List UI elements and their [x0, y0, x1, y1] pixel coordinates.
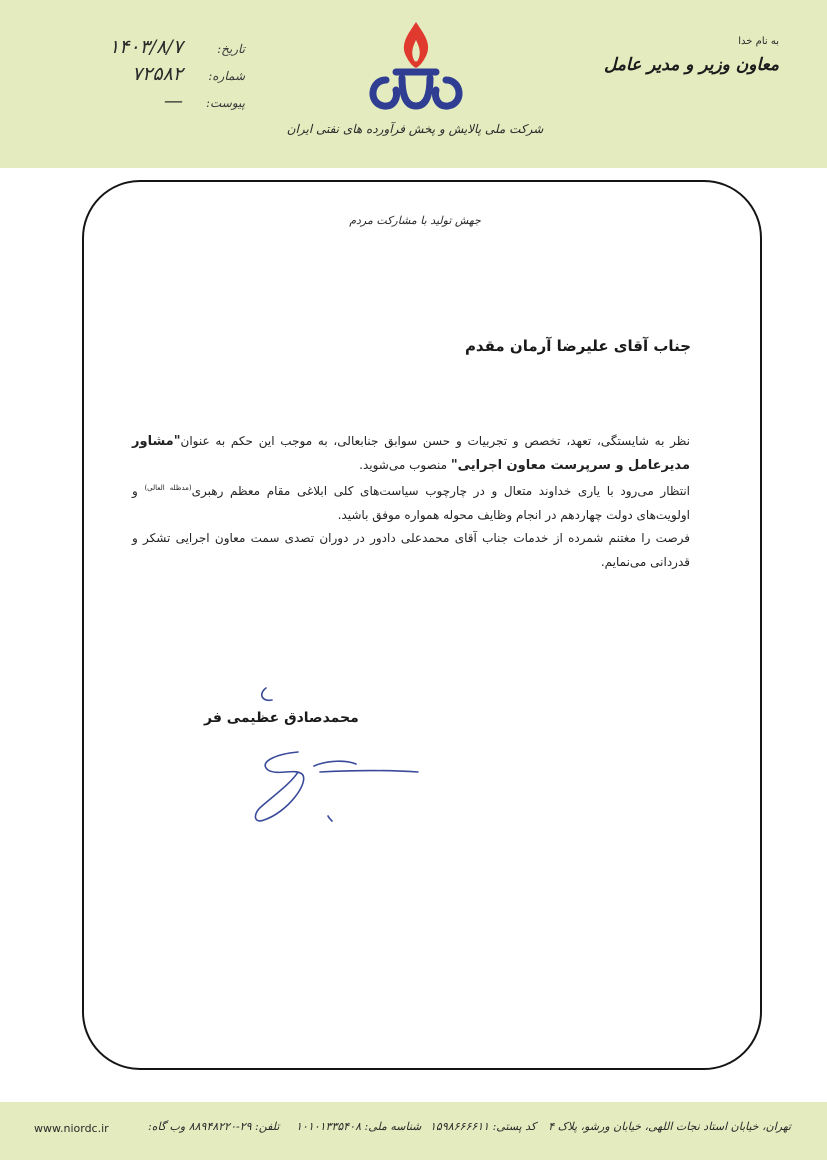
footer-address: تهران، خیابان استاد نجات اللهی، خیابان ورشو، پلاک ۴ — [548, 1120, 791, 1133]
attachment-value: — — [164, 90, 183, 112]
appointment-end: منصوب می‌شوید. — [359, 457, 451, 472]
paragraph-thanks: فرصت را مغتنم شمرده از خدمات جناب آقای محمدعلی دادور در دوران تصدی سمت معاون اجرایی تشکر و قدردانی می‌نمایم. — [132, 531, 690, 569]
company-name: شرکت ملی پالایش و پخش فرآورده های نفتی ایران — [286, 122, 544, 136]
footer-postal-code: کد پستی: ۱۵۹۸۶۶۶۶۱۱ — [430, 1120, 537, 1133]
deputy-title: معاون وزیر و مدیر عامل — [603, 55, 779, 75]
signer-name: محمدصادق عظیمی فر — [204, 710, 359, 726]
header-right — [539, 36, 779, 75]
signature-icon — [228, 680, 438, 840]
date-value: ۱۴۰۳/۸/۷ — [108, 36, 183, 58]
addressee: جناب آقای علیرضا آرمان مقدم — [464, 337, 691, 355]
expectation-honorific: (مدظله العالی) — [144, 484, 192, 492]
paragraph-expectation — [132, 477, 690, 527]
letter-body — [132, 430, 690, 574]
appointment-title: "مشاور مدیرعامل و سرپرست معاون اجرایی" — [132, 434, 690, 473]
attachment-row — [70, 90, 245, 117]
paragraph-appointment — [132, 430, 690, 477]
content-frame — [82, 180, 762, 1070]
bename-text: به نام خدا — [738, 36, 779, 47]
slogan-text: جهش تولید با مشارکت مردم — [349, 214, 481, 227]
appointment-text: نظر به شایستگی، تعهد، تخصص و تجربیات و حسن سوابق جنابعالی، به موجب این حکم به عنوان — [180, 434, 690, 448]
letter-meta — [70, 36, 245, 117]
number-row — [70, 63, 245, 90]
footer-phone: تلفن: ۲۹-۸۸۹۴۸۲۲۰ وب گاه: — [148, 1120, 280, 1133]
number-value: ۷۲۵۸۲ — [131, 63, 183, 85]
expectation-text: انتظار می‌رود با یاری خداوند متعال و در چارچوب سیاست‌های کلی ابلاغی مقام معظم رهبری — [191, 484, 691, 498]
company-logo-icon — [356, 20, 476, 120]
expectation-end: و اولویت‌های دولت چهاردهم در انجام وظایف محوله همواره موفق باشید. — [132, 484, 690, 522]
footer-national-id: شناسه ملی: ۱۰۱۰۱۳۳۵۴۰۸ — [296, 1120, 422, 1133]
footer-website: www.niordc.ir — [34, 1122, 109, 1135]
date-row — [70, 36, 245, 63]
attachment-label: پیوست: — [205, 96, 245, 110]
number-label: شماره: — [208, 69, 245, 83]
date-label: تاریخ: — [217, 42, 245, 56]
